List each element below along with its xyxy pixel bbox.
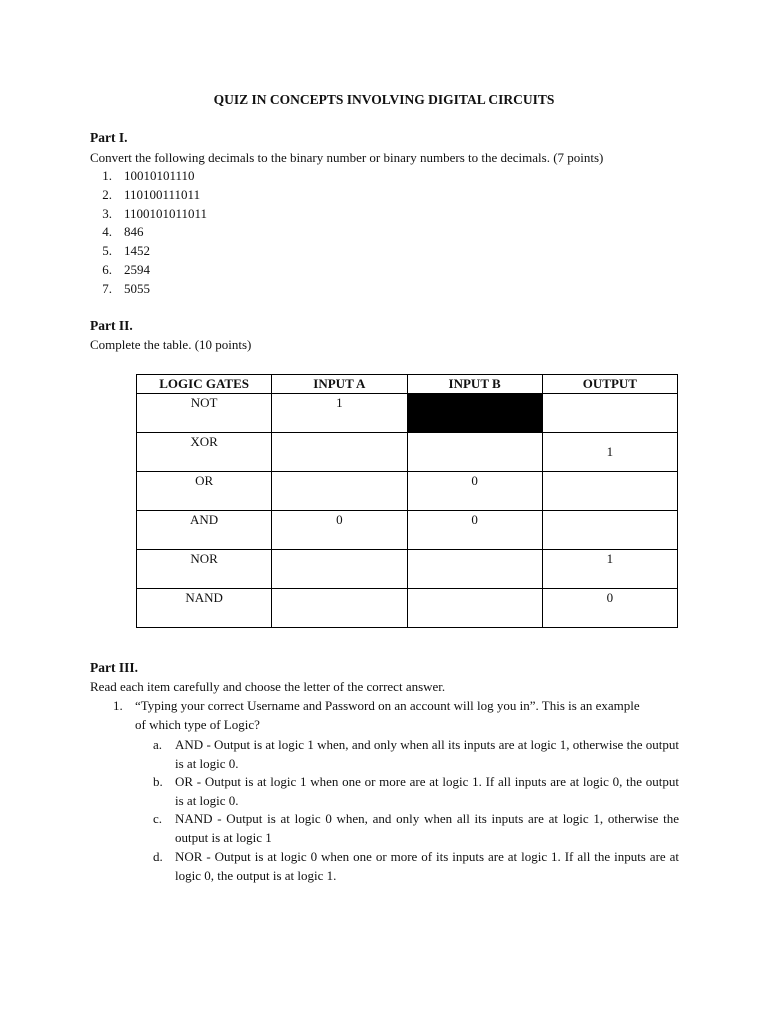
page-title: QUIZ IN CONCEPTS INVOLVING DIGITAL CIRCUITS <box>213 92 555 107</box>
list-item <box>90 224 144 240</box>
gate-cell: NAND <box>137 589 272 628</box>
list-item-number: 2. <box>102 187 112 202</box>
answer-option-c <box>153 810 679 847</box>
list-item <box>90 262 150 278</box>
list-item <box>90 243 150 259</box>
table-row <box>137 589 678 628</box>
option-text: AND - Output is at logic 1 when, and only when all its inputs are at logic 1, otherwise the output is at logic 0. <box>175 737 679 771</box>
input-b-cell: 0 <box>407 511 542 550</box>
table-row <box>137 394 678 433</box>
option-text: NOR - Output is at logic 0 when one or more of its inputs are at logic 1. If all the inputs are at logic 0, the output is at logic 1. <box>175 849 679 883</box>
list-item <box>90 187 200 203</box>
option-letter: a. <box>153 737 163 752</box>
list-item <box>90 168 195 184</box>
list-item-value: 1100101011011 <box>124 206 208 221</box>
part1-heading: Part I. <box>90 130 128 145</box>
option-text: OR - Output is at logic 1 when one or more are at logic 1. If all inputs are at logic 0, the output is at logic 0. <box>175 774 679 808</box>
question-number: 1. <box>113 698 123 713</box>
gate-cell: AND <box>137 511 272 550</box>
input-a-cell <box>272 433 407 472</box>
question <box>113 697 679 734</box>
input-a-cell <box>272 550 407 589</box>
list-item-value: 110100111011 <box>124 187 201 202</box>
logic-gates-table <box>136 374 678 628</box>
column-header-input-a: INPUT A <box>272 375 407 394</box>
gate-cell: NOR <box>137 550 272 589</box>
option-letter: c. <box>153 811 163 826</box>
gate-cell: OR <box>137 472 272 511</box>
table-header-row <box>137 375 678 394</box>
option-letter: d. <box>153 849 163 864</box>
output-cell <box>542 472 677 511</box>
input-b-cell <box>407 433 542 472</box>
list-item-number: 7. <box>102 281 112 296</box>
output-cell: 1 <box>542 433 677 472</box>
gate-cell: XOR <box>137 433 272 472</box>
part2-instruction: Complete the table. (10 points) <box>90 337 252 352</box>
list-item-value: 1452 <box>124 243 150 258</box>
list-item <box>90 206 207 222</box>
list-item-value: 5055 <box>124 281 150 296</box>
list-item-number: 5. <box>102 243 112 258</box>
table-row <box>137 472 678 511</box>
question-text-line2: of which type of Logic? <box>135 716 260 732</box>
output-cell: 1 <box>542 550 677 589</box>
column-header-output: OUTPUT <box>542 375 677 394</box>
input-b-cell-blacked-out <box>407 394 542 433</box>
list-item-number: 3. <box>102 206 112 221</box>
table-row <box>137 511 678 550</box>
input-b-cell <box>407 550 542 589</box>
output-cell <box>542 511 677 550</box>
output-cell <box>542 394 677 433</box>
column-header-logic-gates: LOGIC GATES <box>137 375 272 394</box>
input-b-cell: 0 <box>407 472 542 511</box>
part2-heading: Part II. <box>90 318 133 333</box>
question-text-line1: “Typing your correct Username and Password on an account will log you in”. This is an example <box>135 698 640 713</box>
list-item-value: 846 <box>124 224 144 239</box>
list-item-number: 1. <box>102 168 112 183</box>
gate-cell: NOT <box>137 394 272 433</box>
option-text: NAND - Output is at logic 0 when, and only when all its inputs are at logic 1, otherwise the output is at logic 1 <box>175 811 679 845</box>
part3-instruction: Read each item carefully and choose the letter of the correct answer. <box>90 679 446 694</box>
answer-option-b <box>153 773 679 810</box>
input-b-cell <box>407 589 542 628</box>
column-header-input-b: INPUT B <box>407 375 542 394</box>
input-a-cell <box>272 472 407 511</box>
input-a-cell <box>272 589 407 628</box>
answer-option-a <box>153 736 679 773</box>
part3-heading: Part III. <box>90 660 138 675</box>
list-item-number: 6. <box>102 262 112 277</box>
output-cell: 0 <box>542 589 677 628</box>
list-item-number: 4. <box>102 224 112 239</box>
list-item-value: 10010101110 <box>124 168 195 183</box>
table-row <box>137 550 678 589</box>
answer-option-d <box>153 848 679 885</box>
option-letter: b. <box>153 774 163 789</box>
input-a-cell: 1 <box>272 394 407 433</box>
input-a-cell: 0 <box>272 511 407 550</box>
list-item <box>90 281 150 297</box>
part1-instruction: Convert the following decimals to the binary number or binary numbers to the decimals. (7 points) <box>90 150 604 165</box>
table-row <box>137 433 678 472</box>
list-item-value: 2594 <box>124 262 150 277</box>
